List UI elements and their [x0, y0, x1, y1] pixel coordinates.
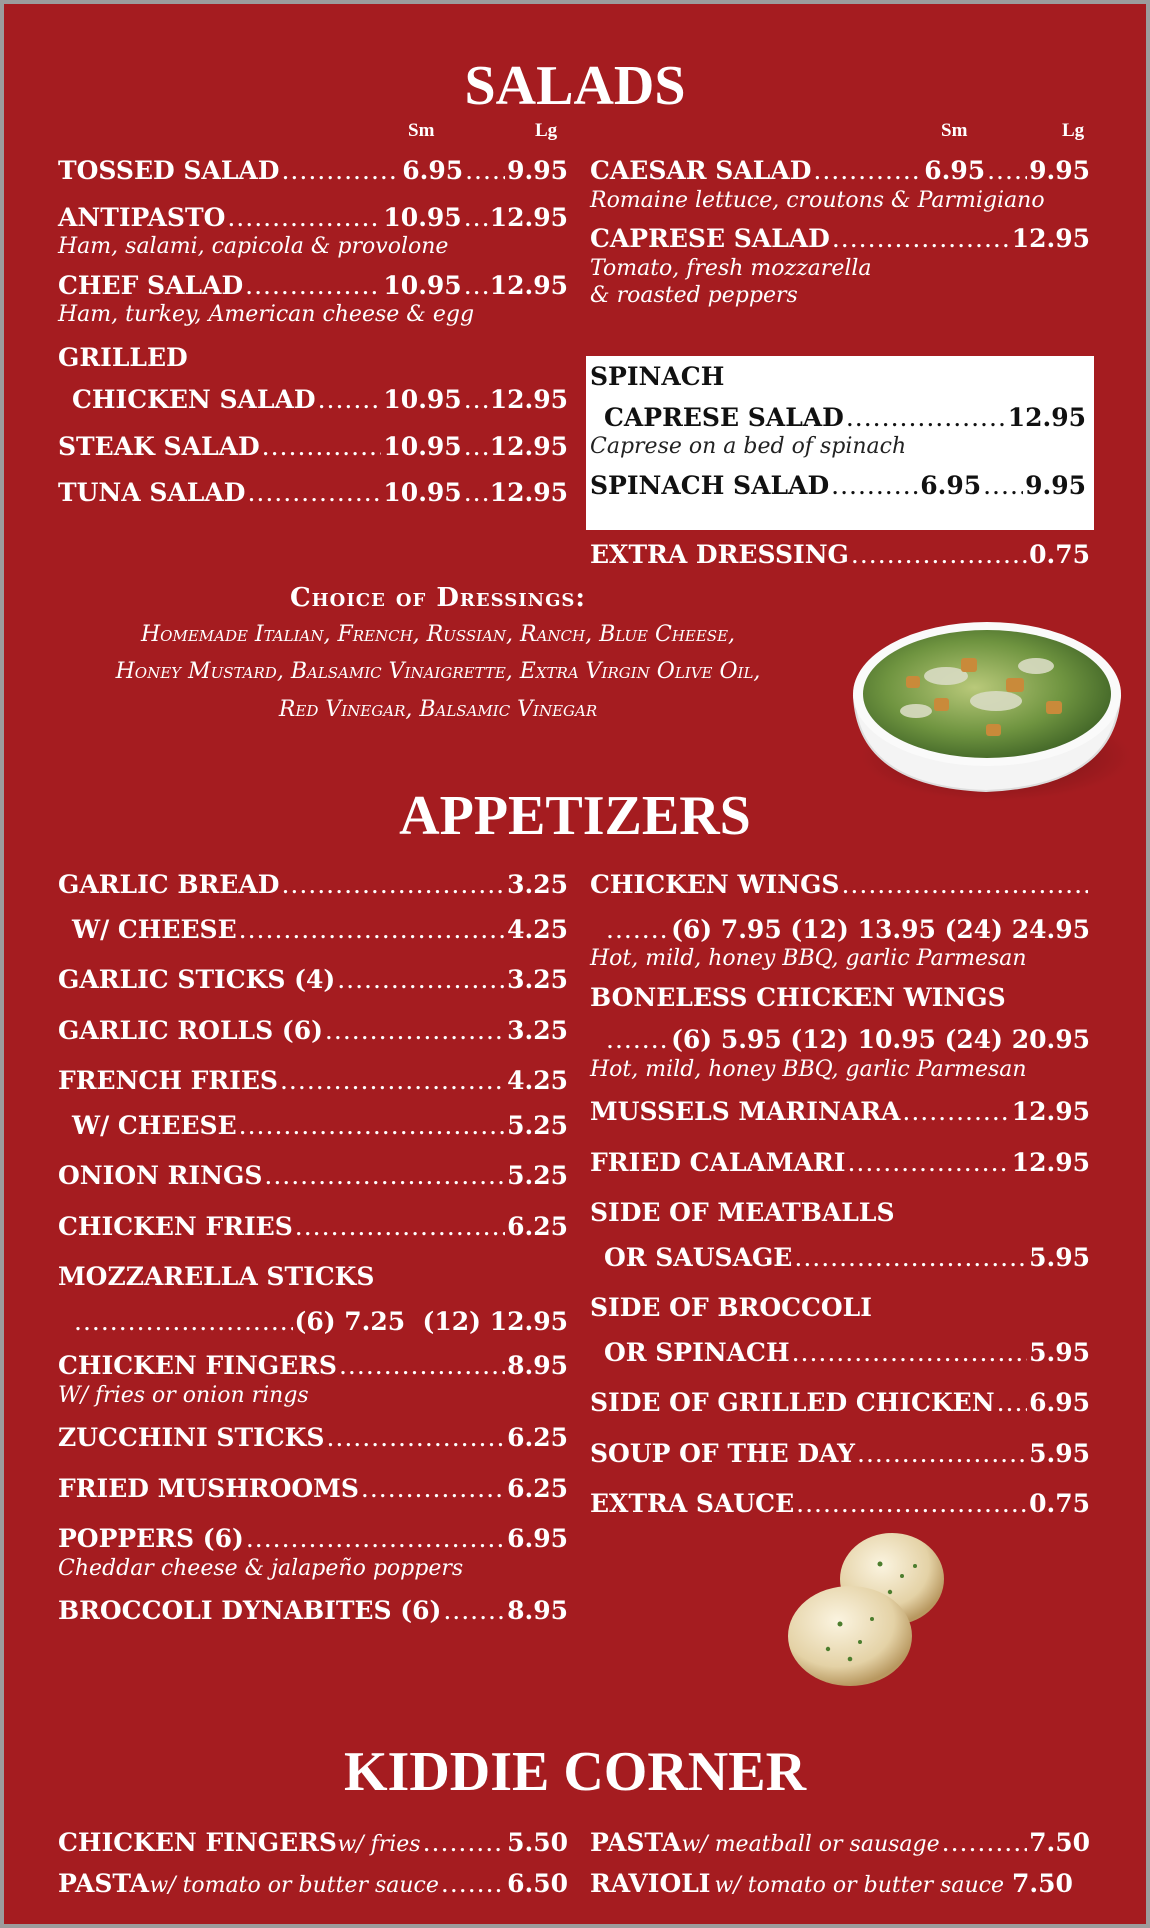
garlic-knots-image [780, 1524, 950, 1689]
leader-dots [813, 156, 922, 187]
leader-dots [443, 1596, 505, 1627]
item-name: BONELESS CHICKEN WINGS [590, 982, 1006, 1012]
menu-item [58, 478, 568, 509]
item-name: ANTIPASTO [58, 202, 226, 232]
dressings-line: Honey Mustard, Balsamic Vinaigrette, Extra Virgin Olive Oil, [115, 659, 761, 685]
item-description: Ham, salami, capicola & provolone [58, 234, 449, 259]
leader-dots [239, 915, 505, 946]
leader-dots [262, 432, 382, 463]
item-name: FRENCH FRIES [58, 1066, 278, 1095]
leader-dots [841, 870, 1088, 901]
menu-item [590, 915, 1090, 946]
price: 6.95 [1029, 1388, 1090, 1417]
price: 4.25 [507, 914, 568, 944]
price-lg: 12.95 [489, 385, 568, 414]
leader-dots [796, 1489, 1027, 1520]
price: 6.95 [507, 1524, 568, 1553]
item-description: & roasted peppers [590, 283, 798, 308]
item-note: w/ tomato or butter sauce [714, 1872, 1005, 1898]
item-name: CHICKEN FINGERS [58, 1828, 337, 1857]
item-note: w/ fries [337, 1832, 421, 1857]
menu-item [590, 224, 1090, 255]
appetizers-title: APPETIZERS [399, 785, 751, 847]
price: 6.25 [507, 1473, 568, 1503]
leader-dots [239, 1111, 505, 1142]
leader-dots [942, 1828, 1027, 1859]
price: (6) 7.95 (12) 13.95 (24) 24.95 [671, 914, 1090, 944]
price-sm: 10.95 [383, 385, 462, 414]
leader-dots [987, 156, 1027, 187]
item-name: CAPRESE SALAD [590, 224, 830, 253]
menu-item [590, 1828, 1090, 1859]
leader-dots [832, 224, 1010, 255]
leader-dots [902, 1097, 1009, 1128]
leader-dots [465, 156, 505, 187]
item-name: STEAK SALAD [58, 431, 260, 461]
leader-dots [74, 1307, 293, 1338]
dressings-line: Homemade Italian, French, Russian, Ranch, Blue Cheese, [140, 621, 736, 647]
item-name: CAPRESE SALAD [604, 402, 844, 432]
leader-dots [361, 1474, 505, 1505]
item-name: CHICKEN FRIES [58, 1211, 293, 1241]
item-prefix: GRILLED [58, 342, 188, 372]
price: 3.25 [507, 965, 568, 994]
price: 6.25 [507, 1211, 568, 1241]
leader-dots [846, 403, 1006, 434]
leader-dots [295, 1212, 505, 1243]
price-lg: 9.95 [507, 156, 568, 185]
menu-item [58, 1111, 568, 1142]
item-prefix: SIDE OF BROCCOLI [590, 1293, 872, 1322]
menu-item [58, 1351, 568, 1382]
item-prefix: SIDE OF MEATBALLS [590, 1198, 895, 1227]
lg-header-right: Lg [1062, 120, 1085, 141]
item-name: GARLIC ROLLS (6) [58, 1015, 323, 1045]
item-name: ONION RINGS [58, 1161, 263, 1190]
sm-header-left: Sm [408, 120, 435, 141]
item-name: W/ CHEESE [72, 1110, 237, 1140]
leader-dots [318, 385, 382, 416]
leader-dots [246, 1524, 505, 1555]
menu-item [58, 1161, 568, 1192]
menu-item [58, 1016, 568, 1047]
menu-item [590, 1097, 1090, 1128]
kiddie-left-column [58, 1828, 568, 1900]
item-name: MOZZARELLA STICKS [58, 1262, 375, 1291]
leader-dots [792, 1338, 1028, 1369]
price: 12.95 [1007, 402, 1086, 432]
leader-dots [245, 271, 381, 302]
price-lg: 12.95 [489, 270, 568, 300]
salads-right-column [590, 156, 1090, 310]
kiddie-right-column [590, 1828, 1090, 1900]
price: 5.95 [1029, 1438, 1090, 1468]
menu-item [590, 1388, 1090, 1419]
menu-item [590, 1489, 1090, 1520]
leader-dots [464, 478, 488, 509]
item-name: GARLIC BREAD [58, 870, 280, 899]
item-name: CAESAR SALAD [590, 156, 812, 185]
menu-item [58, 1596, 568, 1627]
menu-item [58, 156, 568, 187]
menu-item [590, 1439, 1090, 1470]
leader-dots [831, 471, 918, 502]
price-lg: 12.95 [489, 478, 568, 507]
item-description: Hot, mild, honey BBQ, garlic Parmesan [590, 946, 1027, 971]
menu-item [58, 1869, 568, 1900]
item-note: w/ meatball or sausage [681, 1832, 940, 1857]
menu-item [58, 1524, 568, 1555]
leader-dots [325, 1016, 505, 1047]
item-name: FRIED CALAMARI [590, 1147, 846, 1177]
price: 3.25 [507, 870, 568, 899]
item-description: W/ fries or onion rings [58, 1382, 309, 1408]
menu-item [590, 540, 1090, 571]
leader-dots [339, 1351, 505, 1382]
item-prefix: SPINACH [590, 362, 725, 391]
price: 5.95 [1029, 1242, 1090, 1272]
menu-item [590, 870, 1090, 901]
leader-dots [847, 1148, 1009, 1179]
item-note: w/ tomato or butter sauce [149, 1872, 439, 1898]
leader-dots [794, 1243, 1027, 1274]
menu-item [58, 1423, 568, 1454]
menu-item [590, 156, 1090, 187]
sm-header-right: Sm [941, 120, 968, 141]
price: (6) 5.95 (12) 10.95 (24) 20.95 [671, 1025, 1090, 1054]
price: 6.25 [507, 1423, 568, 1452]
menu-page [4, 4, 1146, 1924]
item-description: Cheddar cheese & jalapeño poppers [58, 1555, 464, 1581]
menu-item [58, 1474, 568, 1505]
menu-item [590, 1338, 1090, 1369]
item-name: EXTRA SAUCE [590, 1489, 795, 1518]
menu-item [58, 432, 568, 463]
item-name: SOUP OF THE DAY [590, 1438, 856, 1468]
leader-dots [326, 1423, 505, 1454]
dressings-title: Choice of Dressings: [289, 583, 587, 613]
item-name: W/ CHEESE [72, 914, 237, 944]
kiddie-title: KIDDIE CORNER [343, 1741, 807, 1803]
menu-item [58, 271, 568, 302]
leader-dots [997, 1388, 1028, 1419]
menu-item [58, 915, 568, 946]
menu-item [590, 471, 1086, 502]
price: 0.75 [1029, 540, 1090, 569]
price: 5.95 [1029, 1337, 1090, 1367]
price: 6.50 [507, 1868, 568, 1898]
price-lg: 12.95 [489, 202, 568, 232]
item-description: Ham, turkey, American cheese & egg [58, 302, 475, 327]
price-sm: 6.95 [402, 156, 464, 185]
salads-title: SALADS [464, 55, 686, 117]
price-lg: 9.95 [1025, 470, 1086, 500]
menu-item [58, 1212, 568, 1243]
price-sm: 10.95 [383, 270, 462, 300]
price-sm: 10.95 [383, 431, 462, 461]
price: 5.50 [507, 1828, 568, 1857]
price: 5.25 [507, 1161, 568, 1190]
item-name: CHICKEN WINGS [590, 870, 840, 899]
price-sm: 10.95 [383, 202, 462, 232]
menu-item [58, 1307, 568, 1338]
leader-dots [264, 1161, 505, 1192]
price: 12.95 [1011, 224, 1090, 253]
price: (6) 7.25 (12) 12.95 [294, 1306, 568, 1336]
menu-item [590, 403, 1086, 434]
price: 8.95 [507, 1351, 568, 1380]
leader-dots [464, 432, 488, 463]
item-name: MUSSELS MARINARA [590, 1097, 901, 1126]
leader-dots [851, 540, 1027, 571]
item-name: PASTA [590, 1828, 682, 1857]
item-name: RAVIOLI [590, 1868, 711, 1898]
leader-dots [281, 156, 400, 187]
salad-bowl-image [846, 606, 1136, 806]
leader-dots [464, 385, 488, 416]
lg-header-left: Lg [535, 120, 558, 141]
price-sm: 10.95 [383, 478, 462, 507]
item-name: ZUCCHINI STICKS [58, 1423, 325, 1452]
menu-item [58, 870, 568, 901]
extra-dressing-row [590, 540, 1090, 571]
price: 3.25 [507, 1015, 568, 1045]
leader-dots [464, 203, 488, 234]
item-name: BROCCOLI DYNABITES (6) [58, 1596, 442, 1625]
price: 5.25 [507, 1110, 568, 1140]
price-lg: 12.95 [489, 431, 568, 461]
menu-item [58, 385, 568, 416]
salads-left-column [58, 156, 568, 509]
item-description: Romaine lettuce, croutons & Parmigiano [590, 187, 1045, 213]
menu-item [590, 1243, 1090, 1274]
leader-dots [281, 870, 505, 901]
leader-dots [423, 1828, 506, 1859]
price: 4.25 [507, 1066, 568, 1095]
leader-dots [857, 1439, 1027, 1470]
leader-dots [606, 1025, 669, 1056]
price: 0.75 [1029, 1489, 1090, 1518]
leader-dots [441, 1869, 505, 1900]
price: 8.95 [507, 1596, 568, 1625]
leader-dots [227, 203, 381, 234]
price-sm: 6.95 [924, 156, 986, 185]
menu-item [590, 1025, 1090, 1056]
dressings-line: Red Vinegar, Balsamic Vinegar [278, 696, 598, 722]
leader-dots [606, 915, 669, 946]
item-name: TUNA SALAD [58, 478, 246, 507]
leader-dots [337, 965, 505, 996]
price-lg: 9.95 [1029, 156, 1090, 185]
menu-item [590, 1148, 1090, 1179]
menu-item [58, 965, 568, 996]
spinach-highlight-box [586, 356, 1094, 530]
price: 12.95 [1011, 1147, 1090, 1177]
leader-dots [247, 478, 381, 509]
price: 7.50 [1029, 1828, 1090, 1857]
item-name: CHICKEN FINGERS [58, 1351, 337, 1380]
price-sm: 6.95 [920, 470, 982, 500]
menu-item [58, 1828, 568, 1859]
price: 12.95 [1011, 1097, 1090, 1126]
item-name: EXTRA DRESSING [590, 540, 849, 569]
item-description: Caprese on a bed of spinach [590, 434, 907, 459]
item-description: Tomato, fresh mozzarella [590, 255, 872, 281]
item-name: FRIED MUSHROOMS [58, 1473, 359, 1503]
item-name: TOSSED SALAD [58, 156, 280, 185]
item-name: SIDE OF GRILLED CHICKEN [590, 1388, 995, 1417]
appetizers-right-column [590, 870, 1090, 1520]
leader-dots [983, 471, 1023, 502]
price: 7.50 [1012, 1868, 1073, 1898]
menu-item [58, 1066, 568, 1097]
item-name: SPINACH SALAD [590, 470, 830, 500]
item-name: OR SPINACH [604, 1337, 790, 1367]
menu-item [58, 203, 568, 234]
item-description: Hot, mild, honey BBQ, garlic Parmesan [590, 1056, 1027, 1082]
appetizers-left-column [58, 870, 568, 1627]
item-name: CHEF SALAD [58, 270, 244, 300]
item-name: PASTA [58, 1868, 150, 1898]
dressings-block [58, 582, 818, 728]
item-name: OR SAUSAGE [604, 1242, 793, 1272]
item-name: POPPERS (6) [58, 1524, 244, 1553]
item-name: CHICKEN SALAD [72, 385, 316, 414]
leader-dots [464, 271, 488, 302]
leader-dots [280, 1066, 505, 1097]
menu-item [590, 1869, 1090, 1900]
item-name: GARLIC STICKS (4) [58, 965, 336, 994]
